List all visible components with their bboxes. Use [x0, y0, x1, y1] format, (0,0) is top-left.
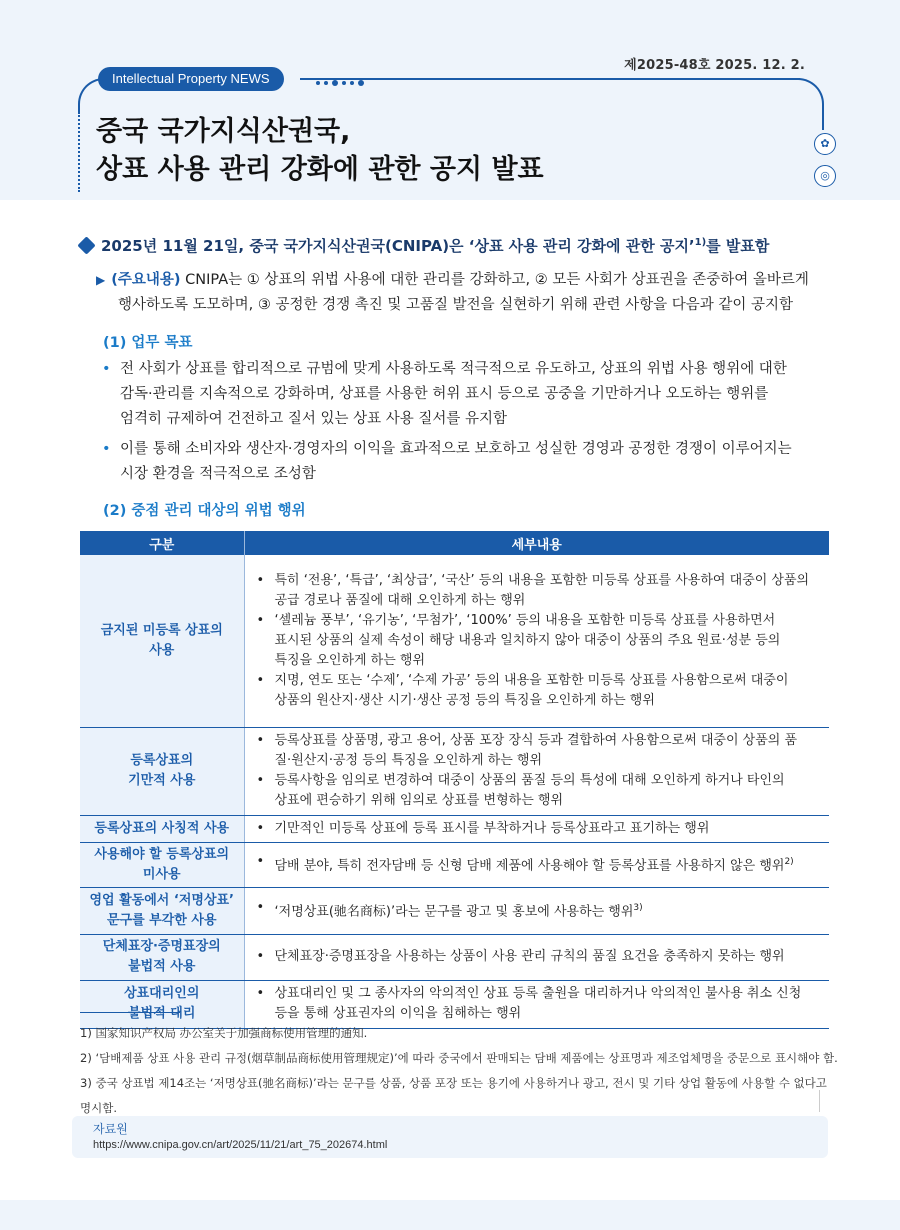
issue-number: 제2025-48호 2025. 12. 2.: [624, 58, 805, 73]
detail-item: • 단체표장·증명표장을 사용하는 상품이 사용 관리 규칙의 품질 요건을 충족하지 못하는 행위: [256, 949, 785, 964]
page-title: [96, 113, 544, 189]
title-line: 중국 국가지식산권국,: [96, 116, 351, 147]
detail-item: • ‘저명상표(驰名商标)’라는 문구를 광고 및 홍보에 사용하는 행위$^{3)}$: [256, 900, 643, 920]
bullet-line: 시장 환경을 적극적으로 조성함: [120, 466, 316, 482]
summary-text: CNIPA는 ① 상표의 위법 사용에 대한 관리를 강화하고, ② 모든 사회가 상표권을 존중하여 올바르게: [180, 272, 809, 288]
category-cell: [80, 555, 244, 727]
category-line: 단체표장·증명표장의: [102, 939, 221, 954]
source-box: [72, 1116, 828, 1158]
footnote: 2) ‘담배제품 상표 사용 관리 규정(烟草制品商标使用管理规定)’에 따라 중국에서 판매되는 담배 제품에는 상표명과 제조업체명을 중문으로 표시해야 함.: [80, 1051, 838, 1065]
detail-cell: [244, 815, 829, 842]
title-line: 상표 사용 관리 강화에 관한 공지 발표: [96, 154, 544, 185]
bullet-line: 엄격히 규제하여 건전하고 질서 있는 상표 사용 질서를 유지함: [120, 411, 508, 427]
section-title: (1) 업무 목표: [103, 335, 193, 351]
table-header: 구분: [80, 531, 244, 555]
footnote-divider: [80, 1012, 180, 1013]
leaf-badge-icon: ✿: [814, 133, 836, 155]
table-row: [80, 815, 829, 842]
table-row: [80, 842, 829, 887]
footer-band: [0, 1200, 900, 1230]
summary-text: 행사하도록 도모하며, ③ 공정한 경쟁 촉진 및 고품질 발전을 실현하기 위해 관련 사항을 다음과 같이 공지함: [118, 297, 794, 313]
category-cell: [80, 727, 244, 815]
source-link[interactable]: https://www.cnipa.gov.cn/art/2025/11/21/art_75_202674.html: [93, 1139, 388, 1151]
detail-item: • 특히 ‘전용’, ‘특급’, ‘최상급’, ‘국산’ 등의 내용을 포함한 미등록 상표를 사용하여 대중이 상품의 공급 경로나 품질에 대해 오인하게 하는 행위: [256, 572, 810, 608]
category-line: 금지된 미등록 상표의: [100, 622, 223, 638]
category-line: 사용: [149, 642, 175, 658]
category-cell: [80, 934, 244, 980]
detail-item: • 지명, 연도 또는 ‘수제’, ‘수제 가공’ 등의 내용을 포함한 미등록 상표를 사용함으로써 대중이 상품의 원산지·생산 시기·생산 공정 등의 특징을 오인하게 하는 행위: [256, 672, 789, 708]
detail-item: • 등록사항을 임의로 변경하여 대중이 상품의 품질 등의 특성에 대해 오인하게 하거나 타인의 상표에 편승하기 위해 임의로 상표를 변형하는 행위: [256, 773, 785, 808]
table-header: 세부내용: [244, 531, 829, 555]
table-row: [80, 887, 829, 934]
footnotes: [80, 1021, 840, 1121]
frame-line: [300, 78, 800, 80]
category-line: 불법적 사용: [128, 959, 196, 974]
category-line: 등록상표의 사칭적 사용: [94, 820, 230, 836]
bullet-line: 전 사회가 상표를 합리적으로 규범에 맞게 사용하도록 적극적으로 유도하고, 상표의 위법 사용 행위에 대한: [120, 361, 787, 377]
footnote: 3) 중국 상표법 제14조는 ‘저명상표(驰名商标)’라는 문구를 상품, 상품 포장 또는 용기에 사용하거나 광고, 전시 및 기타 상업 활동에 사용할 수 없다고 명시함.: [80, 1076, 827, 1115]
detail-cell: [244, 887, 829, 934]
category-line: 등록상표의: [130, 753, 194, 768]
category-cell: [80, 887, 244, 934]
detail-cell: [244, 555, 829, 727]
category-cell: [80, 815, 244, 842]
detail-item: • ‘셀레늄 풍부’, ‘유기농’, ‘무첨가’, ‘100%’ 등의 내용을 포함한 미등록 상표를 사용하면서 표시된 상품의 실제 속성이 해당 내용과 일치하지 않아 대중이 상품의 주요 원료·성분 등의 특징을 오인하게 하는 행위: [256, 612, 781, 668]
detail-cell: [244, 842, 829, 887]
bullet-item: [100, 357, 835, 432]
bullet-dot: •: [102, 361, 111, 377]
category-line: 상표대리인의: [124, 986, 200, 1001]
detail-item: • 상표대리인 및 그 종사자의 악의적인 상표 등록 출원을 대리하거나 악의적인 불사용 취소 신청 등을 통해 상표권자의 이익을 침해하는 행위: [256, 986, 802, 1021]
bullet-line: 이를 통해 소비자와 생산자·경영자의 이익을 효과적으로 보호하고 성실한 경영과 공정한 경쟁이 이루어지는: [120, 441, 792, 457]
violations-table: [80, 531, 829, 1029]
frame-dotted-line: [78, 112, 80, 192]
detail-item: • 등록상표를 상품명, 광고 용어, 상품 포장 장식 등과 결합하여 사용함으로써 대중이 상품의 품 질·원산지·공정 등의 특징을 오인하게 하는 행위: [256, 733, 797, 768]
summary: [96, 268, 836, 318]
footnote-ref: 1): [694, 237, 707, 248]
globe-badge-icon: ◎: [814, 165, 836, 187]
detail-cell: [244, 934, 829, 980]
summary-label: (주요내용): [111, 272, 181, 288]
table-row: [80, 555, 829, 727]
source-label: 자료원: [93, 1122, 128, 1136]
detail-item: • 기만적인 미등록 상표에 등록 표시를 부착하거나 등록상표라고 표기하는 행위: [256, 820, 710, 836]
bullet-item: [100, 437, 835, 487]
triangle-icon: ▶: [96, 273, 106, 287]
news-label: Intellectual Property NEWS: [98, 67, 284, 91]
category-cell: [80, 842, 244, 887]
cube-icon: [77, 236, 95, 254]
headline: [80, 235, 769, 256]
headline-text: 2025년 11월 21일, 중국 국가지식산권국(CNIPA)은 ‘상표 사용 관리 강화에 관한 공지’: [101, 237, 695, 255]
frame-line: [822, 108, 824, 130]
detail-cell: [244, 727, 829, 815]
detail-item: • 담배 분야, 특히 전자담배 등 신형 담배 제품에 사용해야 할 등록상표를 사용하지 않은 행위$^{2)}$: [256, 854, 794, 874]
table-row: [80, 727, 829, 815]
headline-suffix: 를 발표함: [706, 237, 770, 255]
divider: [819, 1090, 820, 1112]
category-line: 사용해야 할 등록상표의: [94, 846, 230, 862]
footnote: 1) 国家知识产权局 办公室关于加强商标使用管理的通知.: [80, 1026, 368, 1040]
section-title: (2) 중점 관리 대상의 위법 행위: [103, 503, 306, 519]
bullet-dot: •: [102, 441, 111, 457]
dots-decoration: [316, 72, 368, 91]
table-row: [80, 934, 829, 980]
category-line: 미사용: [142, 866, 181, 882]
category-line: 영업 활동에서 ‘저명상표’: [89, 892, 234, 908]
category-line: 문구를 부각한 사용: [106, 912, 217, 928]
category-line: 불법적 대리: [128, 1006, 196, 1021]
goal-bullets: [100, 357, 835, 492]
bullet-line: 감독·관리를 지속적으로 강화하며, 상표를 사용한 허위 표시 등으로 공중을 기만하거나 오도하는 행위를: [120, 386, 769, 402]
category-line: 기만적 사용: [128, 773, 196, 788]
